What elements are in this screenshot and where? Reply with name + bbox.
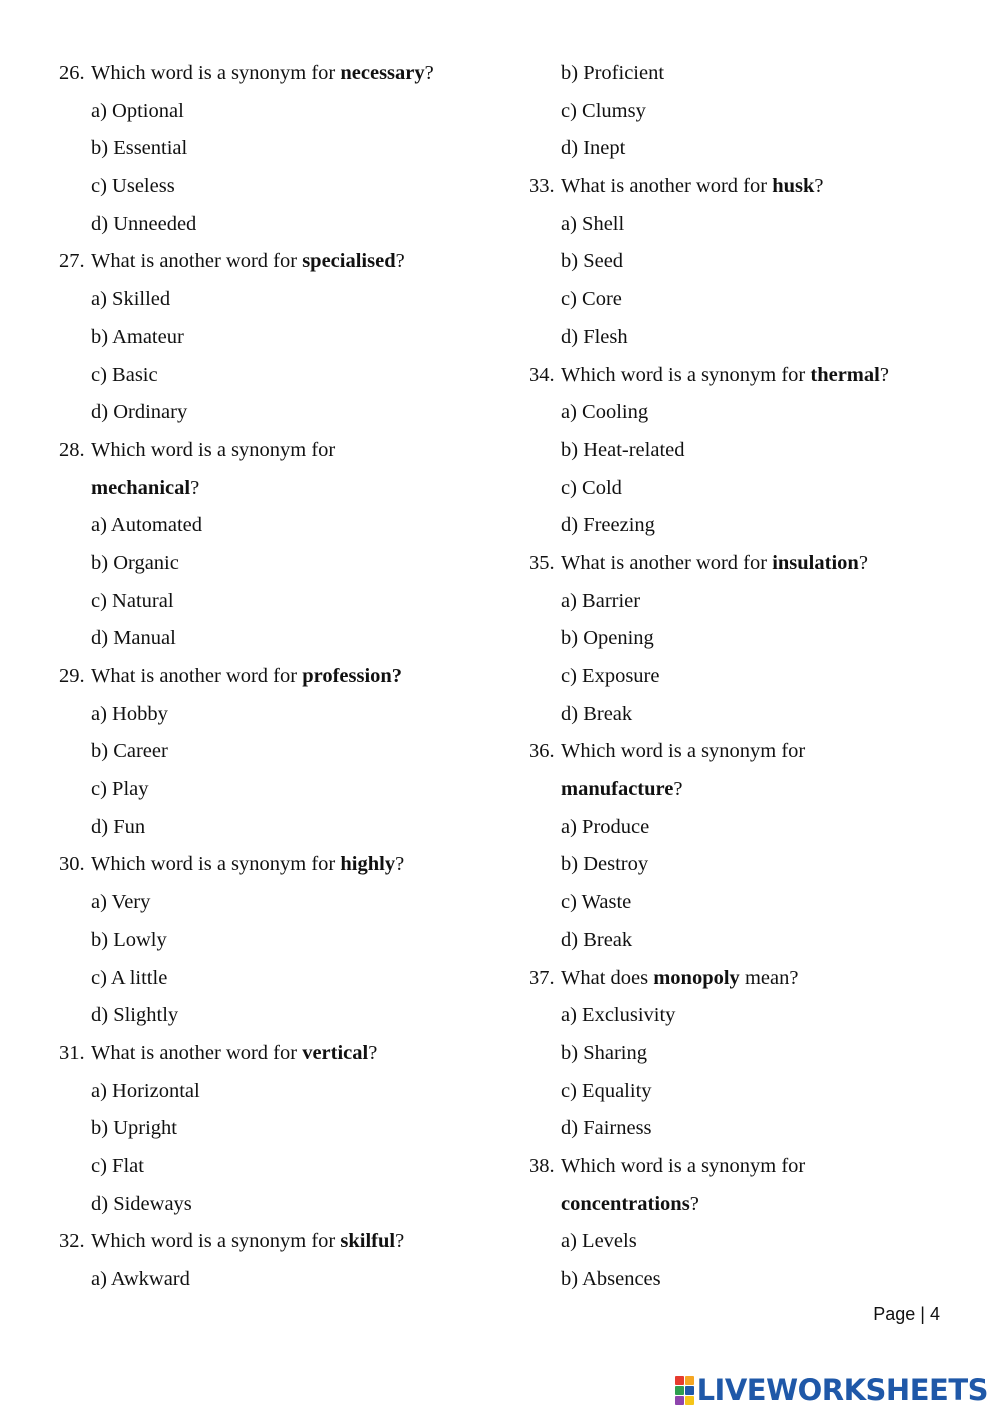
question-number: 31. [59,1041,85,1064]
answer-option: b) Absences [561,1268,661,1290]
answer-option: c) Flat [91,1154,144,1177]
answer-option: a) Shell [561,212,625,235]
question-keyword: insulation [772,551,859,574]
answer-option: d) Fairness [561,1117,652,1140]
answer-option: a) Levels [561,1230,637,1253]
question-prompt: Which word is a synonym for [561,1154,806,1177]
question-text [59,243,499,281]
question-keyword: profession? [302,665,403,687]
question-number: 37. [529,966,555,989]
answer-option: c) Cold [561,476,622,499]
question-keyword: highly [340,853,396,876]
question-text [59,658,499,696]
question-prompt: Which word is a synonym for [561,740,806,763]
answer-option: b) Essential [91,137,188,160]
question-suffix: ? [814,175,824,198]
question-suffix: ? [673,778,683,801]
question-text [529,545,969,583]
question-prompt: What is another word for [91,665,303,687]
question-text [59,846,499,884]
question-prompt: Which word is a synonym for [91,62,341,84]
question-text [59,432,499,470]
answer-option: b) Opening [561,627,654,650]
answer-option: d) Unneeded [91,212,197,235]
answer-option: a) Cooling [561,401,649,424]
answer-option: c) Exposure [561,665,660,687]
question-number: 27. [59,250,85,273]
answer-option: c) Basic [91,363,158,386]
logo-square [675,1386,684,1395]
question-number: 32. [59,1230,85,1253]
question-number: 34. [529,363,555,386]
answer-option: b) Career [91,740,168,763]
question-keyword: husk [772,175,815,198]
question-keyword: necessary [340,62,425,84]
logo-square [675,1376,684,1385]
question-number: 30. [59,853,85,876]
question-prompt: Which word is a synonym for [91,1230,341,1253]
question-keyword: manufacture [561,778,674,801]
answer-option: c) Waste [561,891,632,914]
answer-option: c) Useless [91,175,175,198]
question-keyword: concentrations [561,1192,690,1215]
question-text [59,1223,499,1261]
question-suffix: mean? [739,966,799,989]
answer-option: b) Heat-related [561,438,685,461]
answer-option: d) Manual [91,627,176,650]
answer-option: d) Ordinary [91,401,188,424]
answer-option: d) Sideways [91,1192,192,1215]
question-prompt: What is another word for [91,1041,303,1064]
question-text-continued [529,771,969,809]
question-number: 36. [529,740,555,763]
answer-option: a) Optional [91,99,184,122]
question-suffix: ? [424,62,434,84]
question-suffix: ? [395,1230,405,1253]
question-prompt: Which word is a synonym for [91,438,336,461]
question-suffix: ? [368,1041,378,1064]
question-number: 35. [529,551,555,574]
question-text [59,1035,499,1073]
answer-option: a) Barrier [561,589,641,612]
question-keyword: mechanical [91,476,191,499]
question-text [529,1148,969,1186]
logo-square [685,1376,694,1385]
question-number: 28. [59,438,85,461]
question-prompt: What is another word for [561,551,773,574]
answer-option: b) Amateur [91,325,184,348]
question-suffix: ? [879,363,889,386]
logo-icon [675,1376,694,1405]
answer-option: a) Produce [561,815,650,838]
answer-option: c) Play [91,778,149,801]
question-prompt: What is another word for [561,175,773,198]
right-column [529,55,969,1299]
page-number: Page | 4 [873,1304,940,1324]
question-number: 33. [529,175,555,198]
answer-option: a) Skilled [91,288,171,311]
question-text [529,357,969,395]
answer-option: a) Hobby [91,702,168,725]
question-text-continued [59,470,499,508]
answer-option: d) Flesh [561,325,628,348]
answer-option: a) Very [91,891,151,914]
answer-option: c) Clumsy [561,99,646,122]
answer-option: b) Seed [561,250,624,273]
logo-text: LIVEWORKSHEETS [696,1373,988,1407]
answer-option: d) Fun [91,815,146,838]
answer-option: d) Freezing [561,514,655,537]
answer-option: c) Core [561,288,622,311]
question-suffix: ? [190,476,200,499]
question-number: 38. [529,1154,555,1177]
question-keyword: specialised [302,250,396,273]
answer-option: b) Upright [91,1117,177,1140]
question-text-continued [529,1186,969,1224]
question-keyword: monopoly [653,966,740,989]
question-text [529,168,969,206]
question-keyword: vertical [302,1041,369,1064]
question-prompt: What does [561,966,654,989]
answer-option: b) Proficient [561,62,665,84]
answer-option: a) Automated [91,514,203,537]
answer-option: a) Horizontal [91,1079,200,1102]
answer-option: b) Destroy [561,853,649,876]
question-prompt: What is another word for [91,250,303,273]
logo-square [685,1396,694,1405]
question-text [59,55,499,93]
answer-option: a) Exclusivity [561,1004,676,1027]
question-suffix: ? [395,853,405,876]
question-text [529,960,969,998]
question-suffix: ? [689,1192,699,1215]
answer-option: a) Awkward [91,1268,190,1290]
question-suffix: ? [395,250,405,273]
answer-option: b) Lowly [91,928,167,951]
answer-option: c) Natural [91,589,174,612]
logo-square [685,1386,694,1395]
answer-option: d) Slightly [91,1004,179,1027]
answer-option: d) Inept [561,137,626,160]
answer-option: b) Sharing [561,1041,647,1064]
question-number: 29. [59,665,85,687]
question-text [529,733,969,771]
answer-option: d) Break [561,702,633,725]
answer-option: c) A little [91,966,168,989]
question-number: 26. [59,62,85,84]
question-prompt: Which word is a synonym for [561,363,811,386]
question-suffix: ? [858,551,868,574]
answer-option: c) Equality [561,1079,652,1102]
answer-option: d) Break [561,928,633,951]
question-keyword: skilful [340,1230,396,1253]
question-keyword: thermal [810,363,880,386]
left-column [59,55,499,1299]
logo-square [675,1396,684,1405]
liveworksheets-logo [675,1372,988,1408]
question-prompt: Which word is a synonym for [91,853,341,876]
answer-option: b) Organic [91,551,179,574]
